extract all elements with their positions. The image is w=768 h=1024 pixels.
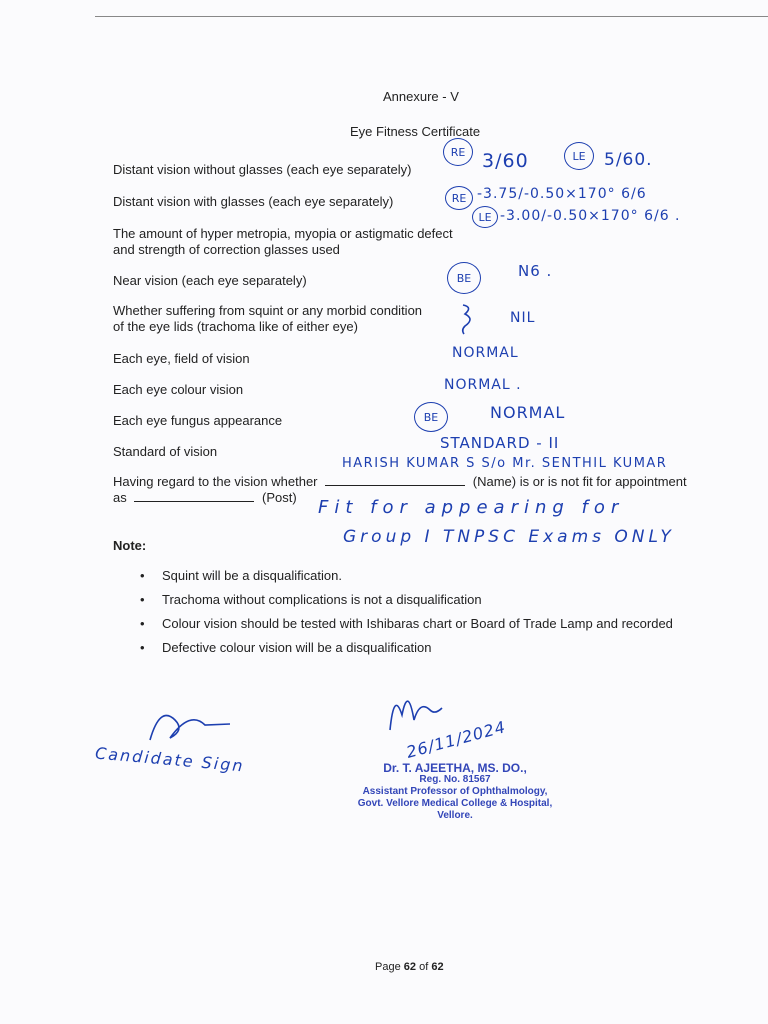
- page-word: Page: [375, 961, 401, 973]
- field-distant-no-glasses: Distant vision without glasses (each eye separately): [113, 162, 412, 177]
- hw-glasses-le: -3.00/-0.50×170° 6/6 .: [500, 208, 681, 224]
- appointment-line2-suffix: (Post): [261, 490, 297, 505]
- appointment-line2-prefix: as: [113, 490, 127, 505]
- appointment-line2: [113, 490, 297, 506]
- hw-near: N6 .: [518, 262, 553, 280]
- top-rule: [95, 16, 768, 17]
- be-circle-near: BE: [447, 262, 481, 294]
- hw-distant-le: 5/60.: [604, 150, 653, 170]
- le-circle: LE: [564, 142, 594, 170]
- hw-distant-re: 3/60: [482, 150, 529, 172]
- candidate-signature-text: Candidate Sign: [94, 743, 246, 776]
- stamp-institution: Govt. Vellore Medical College & Hospital,: [357, 798, 553, 809]
- note-item: • Colour vision should be tested with Ishibaras chart or Board of Trade Lamp and recorded: [140, 616, 673, 640]
- post-blank: [134, 501, 254, 502]
- page-total: 62: [431, 961, 444, 973]
- hw-field: NORMAL: [452, 345, 519, 361]
- hw-glasses-re: -3.75/-0.50×170° 6/6: [477, 186, 647, 202]
- candidate-signature-scribble: [130, 700, 250, 750]
- note-item: • Trachoma without complications is not a disqualification: [140, 592, 673, 616]
- stamp-doctor-name: Dr. T. AJEETHA, MS. DO.,: [383, 761, 527, 775]
- note-item: • Defective colour vision will be a disqualification: [140, 640, 673, 664]
- annexure-label: Annexure - V: [383, 89, 459, 104]
- note-heading: Note:: [113, 538, 147, 553]
- field-correction-line2: and strength of correction glasses used: [113, 242, 340, 257]
- stamp-designation: Assistant Professor of Ophthalmology,: [362, 786, 548, 797]
- appointment-line1-suffix: (Name) is or is not fit for appointment: [472, 474, 687, 489]
- brace-mark: [455, 302, 485, 336]
- hw-fit-line2: Group I TNPSC Exams ONLY: [343, 527, 675, 547]
- field-distant-glasses: Distant vision with glasses (each eye separately): [113, 194, 394, 209]
- appointment-line1-prefix: Having regard to the vision whether: [113, 474, 318, 489]
- hw-standard: STANDARD - II: [440, 434, 560, 452]
- note-item: • Squint will be a disqualification.: [140, 568, 673, 592]
- field-squint-line2: of the eye lids (trachoma like of either eye): [113, 319, 358, 334]
- hw-squint: NIL: [510, 310, 536, 326]
- field-fungus: Each eye fungus appearance: [113, 413, 283, 428]
- certificate-title: Eye Fitness Certificate: [350, 124, 481, 139]
- doctor-sign-date: 26/11/2024: [404, 717, 508, 762]
- page-of: of: [419, 961, 429, 973]
- stamp-city: Vellore.: [437, 810, 473, 821]
- hw-candidate-name: HARISH KUMAR S S/o Mr. SENTHIL KUMAR: [342, 456, 668, 471]
- field-colour-vision: Each eye colour vision: [113, 382, 244, 397]
- stamp-reg-no: Reg. No. 81567: [419, 774, 491, 785]
- hw-fit-line1: Fit for appearing for: [318, 497, 625, 518]
- hw-fungus: NORMAL: [490, 403, 566, 422]
- page-number: [375, 961, 444, 973]
- be-circle-fungus: BE: [414, 402, 448, 432]
- field-squint-line1: Whether suffering from squint or any morbid condition: [113, 303, 423, 318]
- note-list: [140, 568, 673, 664]
- name-blank: [325, 485, 465, 486]
- doctor-stamp: [335, 762, 575, 822]
- hw-colour: NORMAL .: [444, 377, 522, 393]
- page-current: 62: [403, 961, 417, 973]
- field-correction-line1: The amount of hyper metropia, myopia or astigmatic defect: [113, 226, 453, 241]
- field-near-vision: Near vision (each eye separately): [113, 273, 307, 288]
- field-field-of-vision: Each eye, field of vision: [113, 351, 250, 366]
- re-circle-glasses: RE: [445, 186, 473, 210]
- field-standard: Standard of vision: [113, 444, 218, 459]
- re-circle: RE: [443, 138, 473, 166]
- le-circle-glasses: LE: [472, 206, 498, 228]
- appointment-line1: [113, 474, 687, 490]
